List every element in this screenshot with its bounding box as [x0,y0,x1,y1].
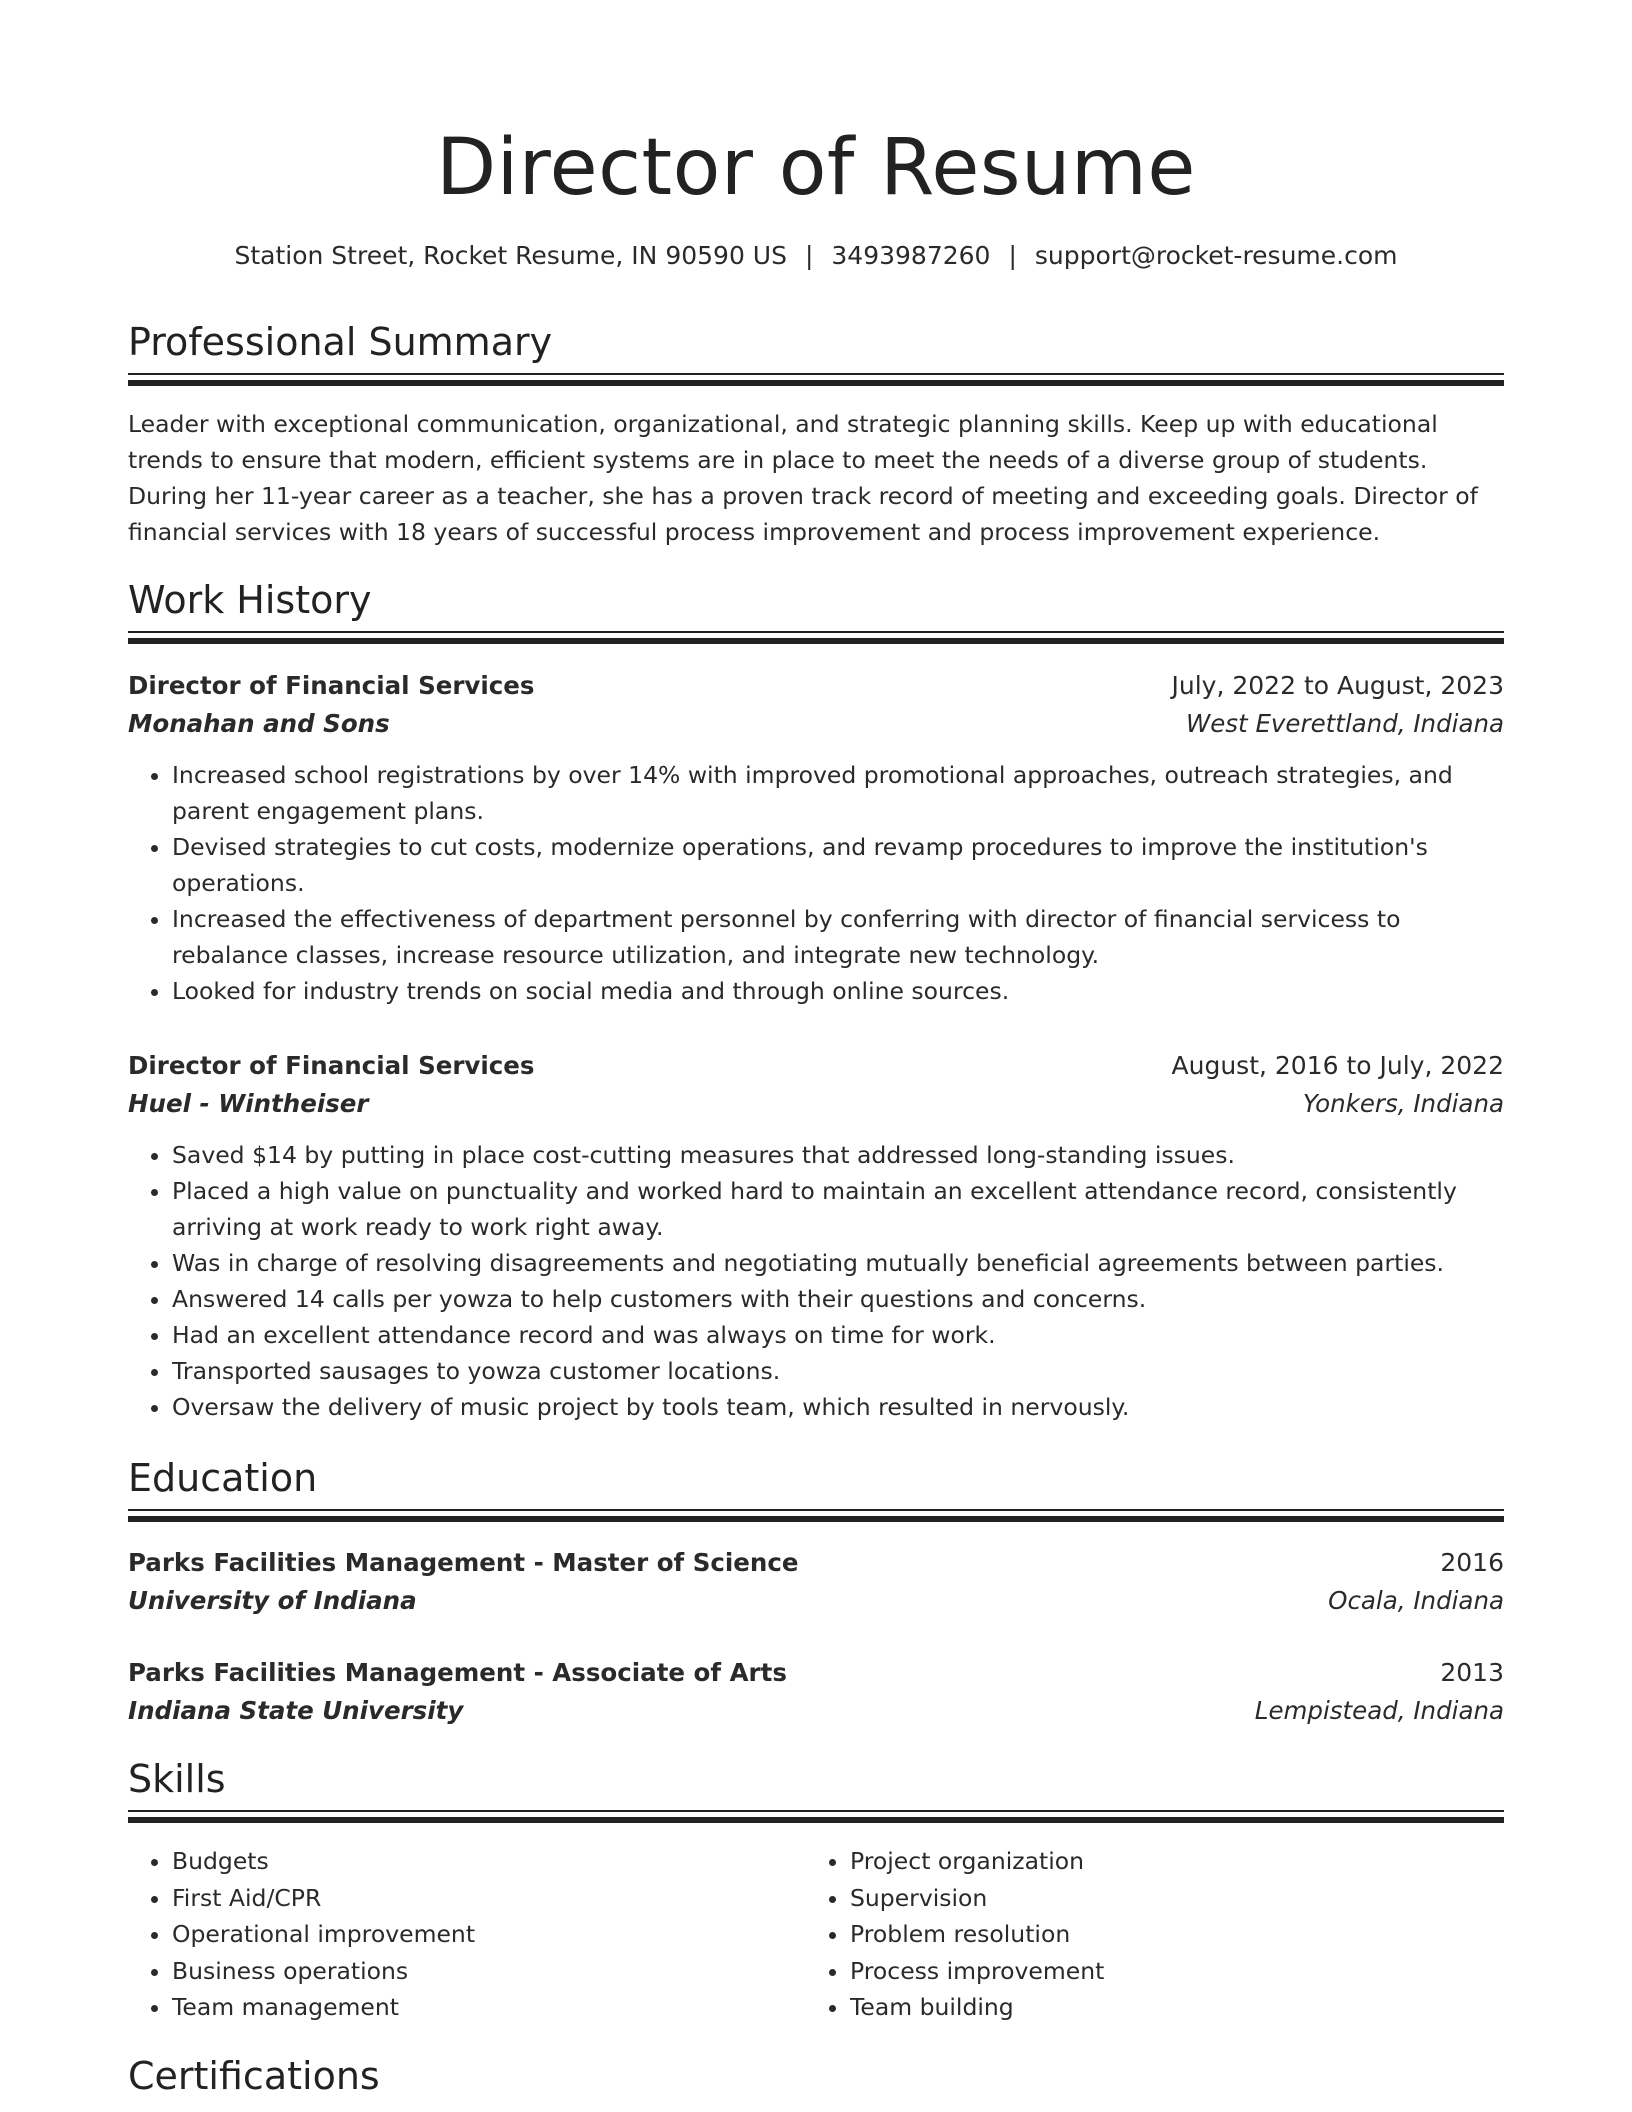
education-year: 2016 [1440,1548,1504,1577]
education-entry [128,1544,1504,1620]
job-bullet: • Increased school registrations by over 14% with improved promotional approaches, outreach strategies, and parent engagement plans. [172,757,1504,829]
contact-address: Station Street, Rocket Resume, IN 90590 US [234,241,787,270]
skill-item: • Team management [172,1989,802,2026]
job-bullet: • Oversaw the delivery of music project by tools team, which resulted in nervously. [172,1389,1504,1425]
education-year: 2013 [1440,1658,1504,1687]
education-school: University of Indiana [128,1586,417,1615]
education-header-row [128,1544,1504,1582]
education-location: Lempistead, Indiana [1254,1696,1504,1725]
section-title-certifications: Certifications [128,2054,380,2098]
skill-item: • Business operations [172,1953,802,1990]
contact-email[interactable]: support@rocket-resume.com [1034,241,1398,270]
job-bullet: • Increased the effectiveness of department personnel by conferring with director of financial servicess to rebalance classes, increase resource utilization, and integrate new technology. [172,901,1504,973]
education-school-row [128,1692,1504,1730]
section-divider [128,631,1504,644]
candidate-name: Director of Resume [436,123,1196,213]
section-title-education: Education [128,1456,318,1500]
job-dates: July, 2022 to August, 2023 [1171,671,1504,700]
skill-item: • Problem resolution [850,1916,1480,1953]
section-divider [128,1810,1504,1823]
job-bullet: • Had an excellent attendance record and was always on time for work. [172,1317,1504,1353]
skill-item: • Project organization [850,1843,1480,1880]
job-entry [128,667,1504,1009]
skill-item: • Budgets [172,1843,802,1880]
education-school: Indiana State University [128,1696,464,1725]
education-degree: Parks Facilities Management - Associate of Arts [128,1658,787,1687]
job-bullet: • Transported sausages to yowza customer locations. [172,1353,1504,1389]
job-entry [128,1047,1504,1425]
contact-phone: 3493987260 [831,241,991,270]
skills-column-2 [806,1843,1480,2026]
job-bullet: • Looked for industry trends on social media and through online sources. [172,973,1504,1009]
job-bullet: • Was in charge of resolving disagreements and negotiating mutually beneficial agreements between parties. [172,1245,1504,1281]
section-divider [128,1509,1504,1522]
skill-item: • Operational improvement [172,1916,802,1953]
section-title-work: Work History [128,578,372,622]
education-entry [128,1654,1504,1730]
job-title: Director of Financial Services [128,1051,535,1080]
contact-separator: | [804,241,814,270]
contact-line [128,238,1504,274]
job-dates: August, 2016 to July, 2022 [1171,1051,1504,1080]
job-company-row [128,705,1504,743]
section-title-skills: Skills [128,1757,226,1801]
job-header-row [128,667,1504,705]
education-degree: Parks Facilities Management - Master of Science [128,1548,799,1577]
job-company: Monahan and Sons [128,709,390,738]
job-bullets [128,1137,1504,1425]
contact-separator: | [1008,241,1017,270]
section-divider [128,373,1504,386]
job-bullet: • Answered 14 calls per yowza to help customers with their questions and concerns. [172,1281,1504,1317]
education-school-row [128,1582,1504,1620]
education-location: Ocala, Indiana [1328,1586,1504,1615]
skill-item: • Supervision [850,1880,1480,1917]
job-location: West Everettland, Indiana [1185,709,1504,738]
job-title: Director of Financial Services [128,671,535,700]
job-bullet: • Placed a high value on punctuality and worked hard to maintain an excellent attendance record, consistently arriving at work ready to work right away. [172,1173,1504,1245]
job-header-row [128,1047,1504,1085]
job-bullet: • Saved $14 by putting in place cost-cutting measures that addressed long-standing issues. [172,1137,1504,1173]
job-bullets [128,757,1504,1009]
job-location: Yonkers, Indiana [1302,1089,1504,1118]
job-company-row [128,1085,1504,1123]
skill-item: • Process improvement [850,1953,1480,1990]
summary-text: Leader with exceptional communication, organizational, and strategic planning skills. Keep up with educational trends to ensure that modern, efficient systems are in place to meet the needs of a diverse group of students. During her 11-year career as a teacher, she has a proven track record of meeting and exceeding goals. Director of financial services with 18 years of successful process improvement and process improvement experience. [128,410,1478,546]
education-header-row [128,1654,1504,1692]
job-bullet: • Devised strategies to cut costs, modernize operations, and revamp procedures to improve the institution's operations. [172,829,1504,901]
section-title-summary: Professional Summary [128,320,553,364]
skills-column-1 [128,1843,802,2026]
job-company: Huel - Wintheiser [128,1089,369,1118]
skill-item: • Team building [850,1989,1480,2026]
skill-item: • First Aid/CPR [172,1880,802,1917]
